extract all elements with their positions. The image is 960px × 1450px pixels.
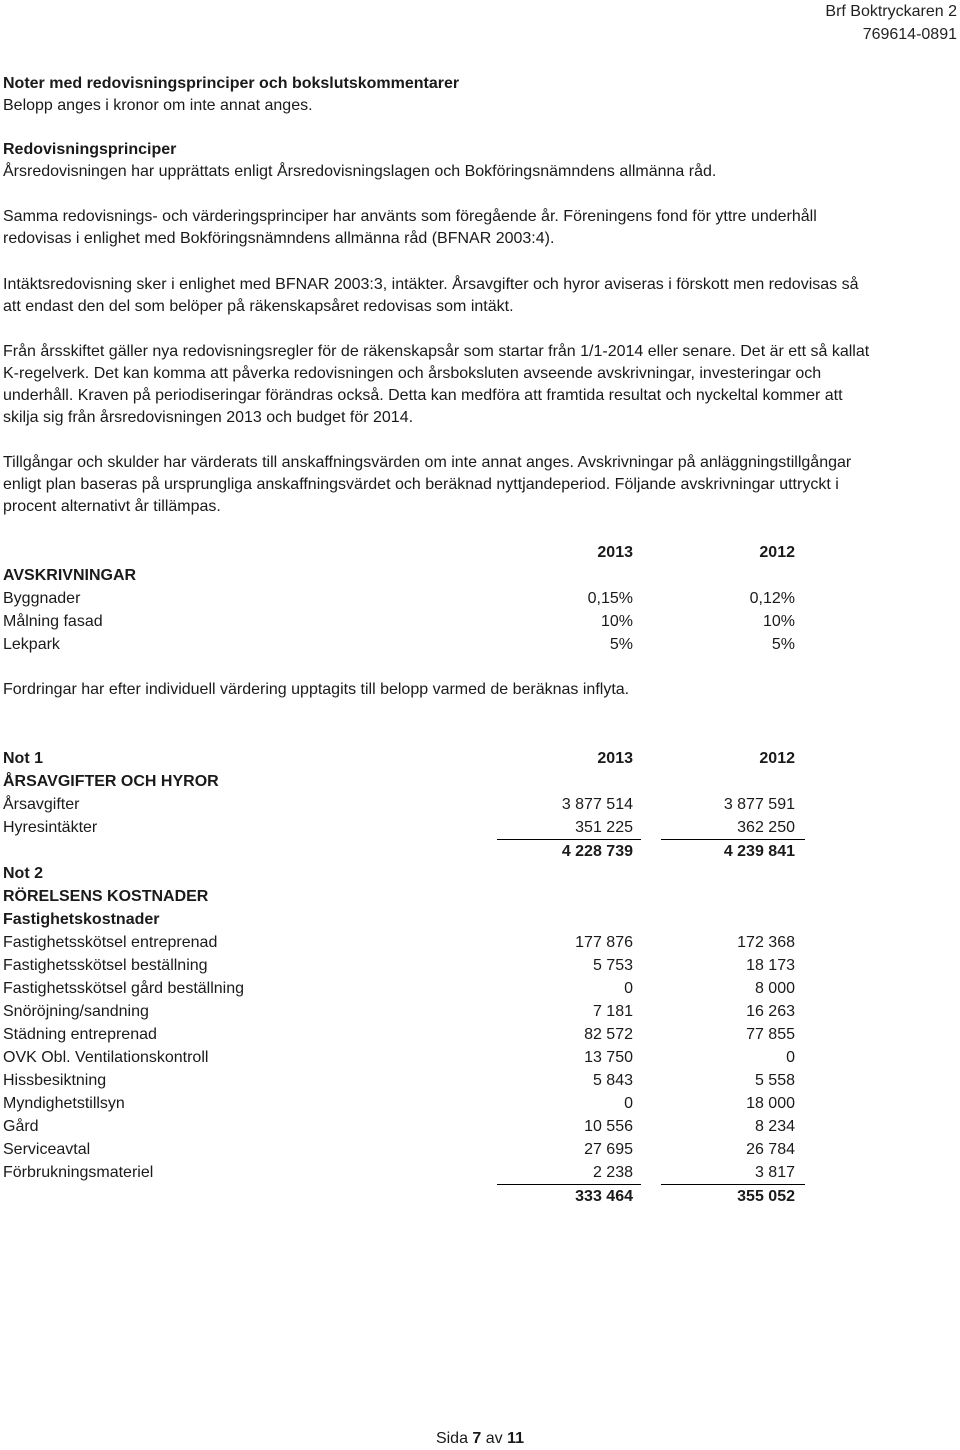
table-row: Målning fasad 10% 10%	[3, 613, 795, 630]
table-row: Hissbesiktning 5 843 5 558	[3, 1072, 795, 1089]
document-header	[825, 0, 957, 46]
table-row: Serviceavtal 27 695 26 784	[3, 1141, 795, 1158]
table-row: Förbrukningsmateriel 2 238 3 817	[3, 1164, 795, 1181]
depreciation-year-header	[3, 541, 805, 564]
depreciation-heading: AVSKRIVNINGAR	[3, 567, 137, 584]
table-row: Lekpark 5% 5%	[3, 636, 795, 653]
year-2013: 2013	[597, 544, 633, 561]
table-row: Fastighetsskötsel gård beställning 0 8 000	[3, 980, 795, 997]
principles-p5: Tillgångar och skulder har värderats till anskaffningsvärden om inte annat anges. Avskrivningar på anläggningstillgångar enligt plan baseras på ursprungliga anskaffningsvärdet och beräknad nyttjandeperiod. Följande avskrivningar uttryckt i procent alternativt år tillämpas.	[3, 454, 852, 515]
table-row: Hyresintäkter 351 225 362 250	[3, 819, 795, 836]
note2-subheading: Fastighetskostnader	[3, 911, 160, 928]
note2-total: 333 464 355 052	[575, 1188, 795, 1205]
table-row: Städning entreprenad 82 572 77 855	[3, 1026, 795, 1043]
principles-p3: Intäktsredovisning sker i enlighet med BFNAR 2003:3, intäkter. Årsavgifter och hyror aviseras i förskott men redovisas så att endast den del som belöper på räkenskapsåret redovisas som intäkt.	[3, 276, 859, 315]
principles-heading: Redovisningsprinciper	[3, 141, 177, 158]
note2-heading: RÖRELSENS KOSTNADER	[3, 888, 209, 905]
notes-title: Noter med redovisningsprinciper och bokslutskommentarer	[3, 75, 460, 92]
principles-p2: Samma redovisnings- och värderingsprinciper har använts som föregående år. Föreningens fond för yttre underhåll redovisas i enlighet med Bokföringsnämndens allmänna råd (BFNAR 2003:4).	[3, 208, 817, 247]
note2-label: Not 2	[3, 865, 43, 882]
org-name: Brf Boktryckaren 2	[825, 3, 957, 20]
table-row: Fastighetsskötsel beställning 5 753 18 173	[3, 957, 795, 974]
table-row: Byggnader 0,15% 0,12%	[3, 590, 795, 607]
table-row: Årsavgifter 3 877 514 3 877 591	[3, 796, 795, 813]
table-row: Gård 10 556 8 234	[3, 1118, 795, 1135]
principles-p1: Årsredovisningen har upprättats enligt Årsredovisningslagen och Bokföringsnämndens allmänna råd.	[3, 163, 717, 180]
table-row: OVK Obl. Ventilationskontroll 13 750 0	[3, 1049, 795, 1066]
table-row: Fastighetsskötsel entreprenad 177 876 172 368	[3, 934, 795, 951]
note1-total: 4 228 739 4 239 841	[561, 843, 795, 860]
principles-p4: Från årsskiftet gäller nya redovisningsregler för de räkenskapsår som startar från 1/1-2014 eller senare. Det är ett så kallat K-regelverk. Det kan komma att påverka redovisningen och årsboksluten avseende avskrivningar, investeringar och underhåll. Kraven på periodiseringar förändras också. Detta kan medföra att framtida resultat och nyckeltal kommer att skilja sig från årsredovisningen 2013 och budget för 2014.	[3, 343, 870, 426]
note1-header: Not 1 2013 2012	[3, 747, 805, 770]
org-number: 769614-0891	[862, 26, 957, 43]
notes-subtitle: Belopp anges i kronor om inte annat anges.	[3, 97, 313, 114]
note1-heading: ÅRSAVGIFTER OCH HYROR	[3, 773, 219, 790]
receivables-note: Fordringar har efter individuell värdering upptagits till belopp varmed de beräknas inflyta.	[3, 681, 630, 698]
table-row: Myndighetstillsyn 0 18 000	[3, 1095, 795, 1112]
page-number: Sida 7 av 11	[435, 1430, 525, 1447]
intro	[3, 73, 459, 117]
principles-section	[3, 139, 716, 183]
year-2012: 2012	[759, 544, 795, 561]
note1-label: Not 1	[3, 750, 43, 767]
table-row: Snöröjning/sandning 7 181 16 263	[3, 1003, 795, 1020]
